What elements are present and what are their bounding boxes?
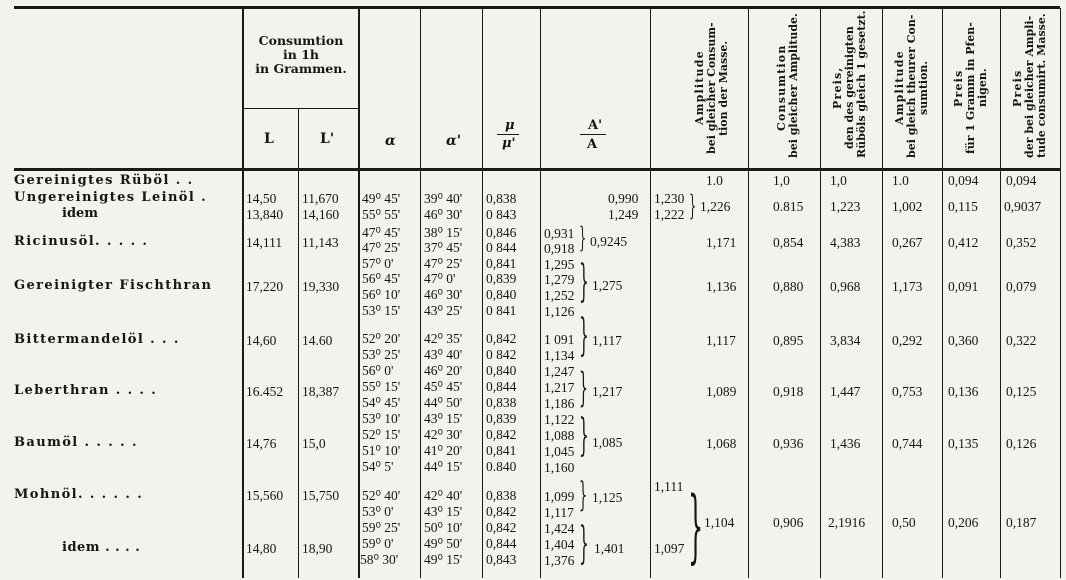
cell-L: 16.452	[246, 384, 284, 399]
cell-mu: 0,839	[486, 411, 517, 426]
cell-L-prime: 15,0	[302, 436, 326, 451]
cell-mu: 0,846	[486, 225, 517, 240]
cell-alpha-prime: 43⁰ 40'	[424, 347, 463, 362]
cell-alpha-prime: 42⁰ 40'	[424, 488, 463, 503]
cell-mu: 0,840	[486, 287, 517, 302]
cell-amp-same-cons: 1,068	[706, 436, 737, 451]
cell-mu: 0,842	[486, 427, 517, 442]
cell-alpha: 53⁰ 25'	[362, 347, 401, 362]
cell-L-prime: 19,330	[302, 279, 340, 294]
cell-alpha-prime: 49⁰ 15'	[424, 552, 463, 567]
cell-alpha-prime: 47⁰ 25'	[424, 256, 463, 271]
oil-name: Gereinigtes Rüböl . .	[14, 173, 194, 188]
cell-L-prime: 11,143	[302, 235, 339, 250]
cell-A: 1,404	[544, 537, 575, 552]
col-divider	[358, 8, 360, 578]
brace-icon: }	[579, 310, 589, 361]
cell-alpha: 51⁰ 10'	[362, 443, 401, 458]
cell-mu: 0,843	[486, 552, 517, 567]
consumption-header: Consumtion in 1h in Grammen.	[255, 33, 347, 76]
cell-mu: 0.840	[486, 459, 517, 474]
top-rule	[14, 6, 1060, 9]
cell-alpha: 58⁰ 30'	[360, 552, 399, 567]
cell-alpha-prime: 44⁰ 15'	[424, 459, 463, 474]
cell-A: 1,122	[544, 412, 575, 427]
cell-alpha: 55⁰ 55'	[362, 207, 401, 222]
brace-icon: }	[579, 221, 587, 254]
cell-A: 1,247	[544, 364, 575, 379]
col-divider	[942, 8, 943, 578]
col-divider	[820, 8, 821, 578]
cell-price-gram: 0,135	[948, 436, 979, 451]
cell-A: 1,279	[544, 272, 575, 287]
col-divider	[1000, 8, 1001, 578]
cell-A: 1,099	[544, 489, 575, 504]
oil-name: Mohnöl. . . . . .	[14, 487, 144, 502]
col-divider	[482, 8, 483, 578]
cell-A-mean: 1,125	[592, 490, 623, 505]
cell-A: 0,918	[544, 241, 575, 256]
cell-alpha: 59⁰ 0'	[362, 536, 394, 551]
cell-mu: 0,842	[486, 331, 517, 346]
cell-L-prime: 18,387	[302, 384, 340, 399]
cell-amp-same-cons: 1,089	[706, 384, 737, 399]
cell-A: 1,217	[544, 380, 575, 395]
cell-cons-same-amp: 0,854	[773, 235, 804, 250]
cell-alpha-prime: 42⁰ 35'	[424, 331, 463, 346]
oil-name: idem . . . .	[62, 540, 141, 555]
cell-alpha: 52⁰ 40'	[362, 488, 401, 503]
cell-cons-same-amp: 1,0	[773, 173, 790, 188]
cell-L: 14,60	[246, 333, 277, 348]
brace-icon: }	[688, 479, 704, 572]
cell-mu: 0 844	[486, 240, 517, 255]
cell-alpha-prime: 46⁰ 20'	[424, 363, 463, 378]
cell-price-rel: 1,0	[830, 173, 847, 188]
cell-alpha-prime: 49⁰ 50'	[424, 536, 463, 551]
cell-amp-extra: 1,111	[654, 479, 684, 494]
cell-cons-same-amp: 0,880	[773, 279, 804, 294]
cell-alpha: 56⁰ 0'	[362, 363, 394, 378]
cell-A: 1,088	[544, 428, 575, 443]
col-header-mu-den: μ'	[502, 136, 516, 151]
col-divider	[242, 8, 244, 578]
oil-name: Ricinusöl. . . . .	[14, 234, 149, 249]
col-header-A-den: A	[587, 137, 598, 152]
cell-cons-same-amp: 0,918	[773, 384, 804, 399]
cell-A: 0,931	[544, 226, 575, 241]
col-header-mu-num: μ	[505, 118, 515, 133]
cell-mu: 0,840	[486, 363, 517, 378]
cell-alpha-prime: 45⁰ 45'	[424, 379, 463, 394]
cell-L: 14,76	[246, 436, 277, 451]
col-header-A-num: A'	[588, 118, 603, 133]
col-header-alpha: α	[385, 133, 396, 149]
cell-amp-same-cost: 1,002	[892, 199, 923, 214]
cell-cons-same-amp: 0,895	[773, 333, 804, 348]
cell-alpha-prime: 41⁰ 20'	[424, 443, 463, 458]
cell-alpha-prime: 37⁰ 45'	[424, 240, 463, 255]
cell-mu: 0 841	[486, 303, 517, 318]
cell-alpha: 53⁰ 10'	[362, 411, 401, 426]
price-rel-header: Preis, den des gereinigten Rüböls gleich 1 gesetzt.	[831, 10, 868, 158]
cell-price-amp: 0,126	[1006, 436, 1037, 451]
cell-alpha-prime: 43⁰ 15'	[424, 504, 463, 519]
cell-alpha: 47⁰ 25'	[362, 240, 401, 255]
cell-mu: 0,842	[486, 520, 517, 535]
cell-price-rel: 1,447	[830, 384, 861, 399]
cell-A: 1,186	[544, 396, 575, 411]
cell-alpha-prime: 43⁰ 25'	[424, 303, 463, 318]
cell-alpha: 55⁰ 15'	[362, 379, 401, 394]
cell-price-amp: 0,187	[1006, 515, 1037, 530]
oil-name: Ungereinigtes Leinöl .	[14, 190, 208, 205]
cell-A-mean: 1,217	[592, 384, 623, 399]
cell-alpha: 53⁰ 15'	[362, 303, 401, 318]
col-divider	[540, 8, 541, 578]
col-divider	[748, 8, 749, 578]
cell-amp-same-cost: 1,173	[892, 279, 923, 294]
cell-price-rel: 2,1916	[828, 515, 866, 530]
cell-price-amp: 0,079	[1006, 279, 1037, 294]
cell-A: 1,134	[544, 348, 575, 363]
cell-amp-same-cons: 1,136	[706, 279, 737, 294]
cell-L-prime: 11,670	[302, 191, 339, 206]
cell-A-mean: 0,9245	[590, 234, 628, 249]
cell-L: 17,220	[246, 279, 284, 294]
cons-same-amp-header: Consumtion bei gleicher Amplitude.	[775, 13, 800, 158]
cell-L-prime: 14.60	[302, 333, 333, 348]
cell-alpha-prime: 38⁰ 15'	[424, 225, 463, 240]
cell-amp-same-cost: 0,267	[892, 235, 923, 250]
cell-mu: 0,844	[486, 379, 517, 394]
cell-cons-same-amp: 0,906	[773, 515, 804, 530]
col-header-L-prime: L'	[320, 131, 335, 147]
cell-alpha-prime: 46⁰ 30'	[424, 207, 463, 222]
cell-amp-extra: 1,230	[654, 191, 685, 206]
header-bottom-rule	[14, 168, 1060, 171]
cell-amp-same-cons: 1,117	[706, 333, 736, 348]
cell-cons-same-amp: 0,936	[773, 436, 804, 451]
cell-alpha: 54⁰ 5'	[362, 459, 394, 474]
cell-mu: 0,841	[486, 256, 517, 271]
cell-price-gram: 0,206	[948, 515, 979, 530]
amp-same-cost-header: Amplitude bei gleich theurer Con- sumtion.	[893, 14, 930, 158]
cell-A-mean: 1,275	[592, 278, 623, 293]
cell-price-gram: 0,136	[948, 384, 979, 399]
cell-A: 1,160	[544, 460, 575, 475]
amp-same-cons-header: Amplitude bei gleicher Consum- tion der Masse.	[693, 22, 730, 154]
cell-cons-same-amp: 0.815	[773, 199, 804, 214]
cell-price-gram: 0,360	[948, 333, 979, 348]
brace-icon: }	[689, 189, 697, 222]
cell-alpha: 47⁰ 45'	[362, 225, 401, 240]
cell-mu: 0,842	[486, 504, 517, 519]
cell-A: 1,117	[544, 505, 574, 520]
cell-price-rel: 0,968	[830, 279, 861, 294]
cell-alpha-prime: 47⁰ 0'	[424, 271, 456, 286]
subheader-rule	[242, 108, 358, 109]
brace-icon: }	[579, 475, 588, 515]
cell-amp-extra: 1,097	[654, 541, 685, 556]
cell-A: 1,126	[544, 304, 575, 319]
cell-price-gram: 0,091	[948, 279, 979, 294]
oil-name: Gereinigter Fischthran	[14, 278, 213, 293]
col-header-L: L	[264, 131, 274, 147]
oil-name: Baumöl . . . . .	[14, 435, 138, 450]
cell-price-rel: 4,383	[830, 235, 861, 250]
cell-amp-same-cost: 0,744	[892, 436, 923, 451]
cell-amp-same-cons: 1,104	[704, 515, 735, 530]
cell-A: 1,045	[544, 444, 575, 459]
col-divider	[420, 8, 421, 578]
cell-amp-same-cost: 1.0	[892, 173, 909, 188]
col-divider	[650, 8, 651, 578]
cell-A: 1,252	[544, 288, 575, 303]
col-divider	[298, 108, 299, 578]
cell-L-prime: 14,160	[302, 207, 340, 222]
cell-A-mean: 1,401	[594, 541, 625, 556]
cell-L: 15,560	[246, 488, 284, 503]
price-gram-header: Preis für 1 Gramm in Pfen- nigen.	[952, 22, 989, 154]
cell-mu: 0,838	[486, 488, 517, 503]
cell-alpha: 57⁰ 0'	[362, 256, 394, 271]
cell-mu: 0,838	[486, 191, 517, 206]
cell-price-rel: 3,834	[830, 333, 861, 348]
brace-icon: }	[579, 410, 589, 461]
cell-price-rel: 1,436	[830, 436, 861, 451]
cell-alpha: 49⁰ 45'	[362, 191, 401, 206]
cell-alpha-prime: 42⁰ 30'	[424, 427, 463, 442]
cell-L: 14,50	[246, 191, 277, 206]
cell-price-rel: 1,223	[830, 199, 861, 214]
cell-amp-same-cost: 0,753	[892, 384, 923, 399]
cell-price-amp: 0,322	[1006, 333, 1037, 348]
cell-alpha: 54⁰ 45'	[362, 395, 401, 410]
cell-alpha-prime: 43⁰ 15'	[424, 411, 463, 426]
cell-price-gram: 0,115	[948, 199, 978, 214]
cell-L-prime: 18,90	[302, 541, 333, 556]
cell-amp-same-cons: 1,171	[706, 235, 737, 250]
cell-A-mean: 1,117	[592, 333, 622, 348]
cell-amp-extra: 1,222	[654, 207, 685, 222]
cell-mu: 0 842	[486, 347, 517, 362]
cell-alpha: 52⁰ 15'	[362, 427, 401, 442]
cell-A-mean: 1,085	[592, 435, 623, 450]
cell-L-prime: 15,750	[302, 488, 340, 503]
brace-icon: }	[579, 518, 589, 569]
cell-amp-same-cons: 1.0	[706, 173, 723, 188]
fraction-bar	[580, 134, 606, 135]
oil-name: idem	[62, 206, 99, 221]
cell-alpha-prime: 46⁰ 30'	[424, 287, 463, 302]
cell-mu: 0,839	[486, 271, 517, 286]
cell-A: 1,295	[544, 257, 575, 272]
cell-A-ratio: 0,990	[608, 191, 639, 206]
col-divider	[882, 8, 883, 578]
price-amp-header: Preis der bei gleicher Ampli- tude consumirt. Masse.	[1011, 13, 1048, 158]
fraction-bar	[497, 134, 519, 135]
cell-mu: 0 843	[486, 207, 517, 222]
cell-mu: 0,844	[486, 536, 517, 551]
cell-mu: 0,841	[486, 443, 517, 458]
cell-L: 13,840	[246, 207, 284, 222]
cell-alpha-prime: 50⁰ 10'	[424, 520, 463, 535]
cell-amp-same-cost: 0,292	[892, 333, 923, 348]
brace-icon: }	[579, 365, 588, 411]
cell-A: 1 091	[544, 332, 575, 347]
cell-amp-same-cost: 0,50	[892, 515, 916, 530]
oil-name: Leberthran . . . .	[14, 383, 158, 398]
cell-amp-same-cons: 1,226	[700, 199, 731, 214]
brace-icon: }	[579, 256, 589, 307]
cell-alpha: 59⁰ 25'	[362, 520, 401, 535]
cell-alpha: 52⁰ 20'	[362, 331, 401, 346]
cell-price-gram: 0,094	[948, 173, 979, 188]
cell-price-amp: 0,352	[1006, 235, 1037, 250]
cell-alpha: 56⁰ 10'	[362, 287, 401, 302]
col-header-alpha-prime: α'	[446, 133, 462, 149]
cell-A-ratio: 1,249	[608, 207, 639, 222]
cell-A: 1,424	[544, 521, 575, 536]
cell-price-amp: 0,125	[1006, 384, 1037, 399]
cell-alpha-prime: 39⁰ 40'	[424, 191, 463, 206]
cell-alpha: 53⁰ 0'	[362, 504, 394, 519]
cell-price-amp: 0,9037	[1004, 199, 1042, 214]
cell-L: 14,111	[246, 235, 283, 250]
cell-price-gram: 0,412	[948, 235, 979, 250]
cell-alpha-prime: 44⁰ 50'	[424, 395, 463, 410]
cell-L: 14,80	[246, 541, 277, 556]
oil-name: Bittermandelöl . . .	[14, 332, 180, 347]
cell-A: 1,376	[544, 553, 575, 568]
cell-alpha: 56⁰ 45'	[362, 271, 401, 286]
col-divider	[1060, 8, 1061, 578]
cell-price-amp: 0,094	[1006, 173, 1037, 188]
cell-mu: 0,838	[486, 395, 517, 410]
